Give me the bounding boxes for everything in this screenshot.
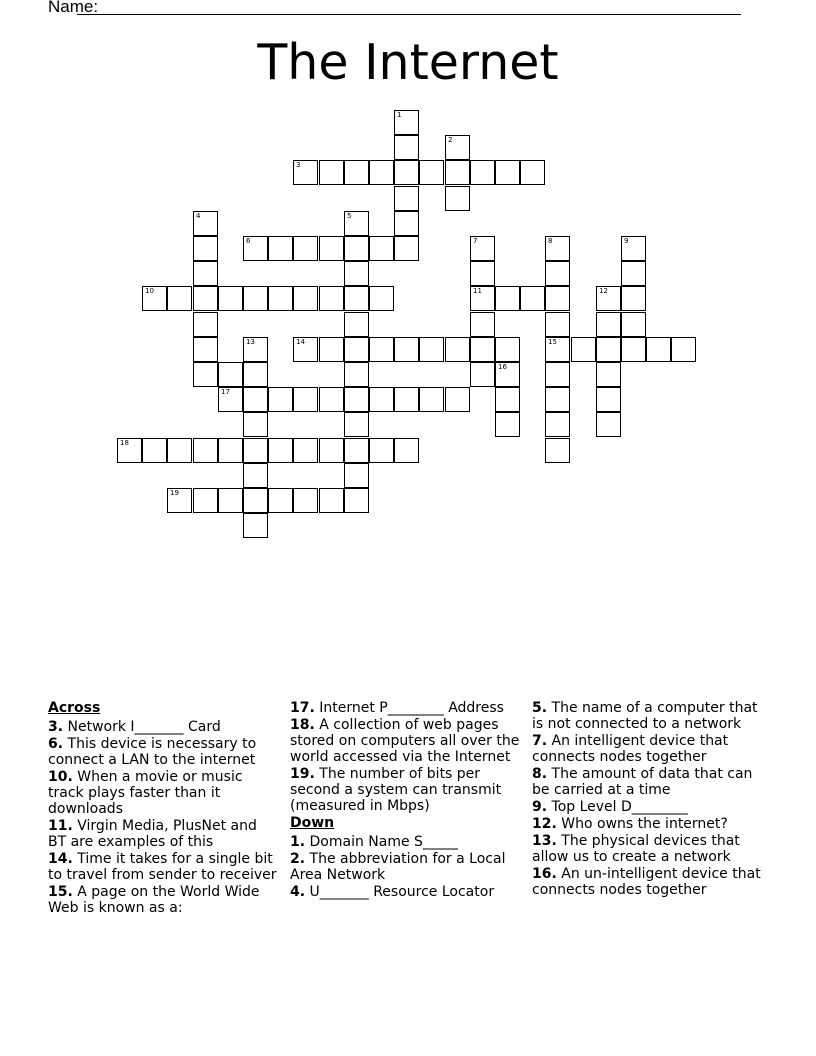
crossword-cell[interactable]	[445, 186, 470, 211]
crossword-cell[interactable]	[243, 513, 268, 538]
crossword-cell[interactable]	[344, 387, 369, 412]
crossword-cell[interactable]	[394, 135, 419, 160]
crossword-cell[interactable]	[596, 312, 621, 337]
crossword-cell[interactable]	[243, 463, 268, 488]
clue-number: 9	[624, 237, 629, 245]
clue-number: 10	[145, 287, 154, 295]
crossword-cell[interactable]	[268, 488, 293, 513]
across-clue-19: 19. The number of bits per second a system can transmit (measured in Mbps)	[290, 766, 502, 814]
crossword-cell[interactable]	[243, 236, 268, 261]
crossword-cell[interactable]	[344, 236, 369, 261]
crossword-cell[interactable]	[268, 438, 293, 463]
crossword-cell[interactable]	[319, 286, 344, 311]
crossword-cell[interactable]	[445, 160, 470, 185]
crossword-cell[interactable]	[369, 337, 394, 362]
crossword-cell[interactable]	[293, 488, 318, 513]
crossword-cell[interactable]	[218, 362, 243, 387]
clue-number: 11	[473, 287, 482, 295]
crossword-cell[interactable]	[193, 211, 218, 236]
crossword-cell[interactable]	[117, 438, 142, 463]
crossword-cell[interactable]	[319, 236, 344, 261]
crossword-cell[interactable]	[344, 211, 369, 236]
crossword-cell[interactable]	[319, 438, 344, 463]
crossword-cell[interactable]	[193, 438, 218, 463]
crossword-cell[interactable]	[344, 463, 369, 488]
clue-number: 8	[548, 237, 553, 245]
clue-number: 14	[296, 338, 305, 346]
crossword-cell[interactable]	[344, 438, 369, 463]
crossword-cell[interactable]	[243, 438, 268, 463]
crossword-cell[interactable]	[470, 362, 495, 387]
crossword-cell[interactable]	[520, 286, 545, 311]
crossword-cell[interactable]	[369, 236, 394, 261]
crossword-cell[interactable]	[470, 337, 495, 362]
crossword-cell[interactable]	[596, 387, 621, 412]
crossword-cell[interactable]	[268, 387, 293, 412]
crossword-cell[interactable]	[419, 337, 444, 362]
down-clue-12: 12. Who owns the internet?	[532, 816, 728, 832]
crossword-cell[interactable]	[293, 286, 318, 311]
crossword-cell[interactable]	[193, 261, 218, 286]
crossword-cell[interactable]	[369, 160, 394, 185]
crossword-cell[interactable]	[470, 236, 495, 261]
across-clue-11: 11. Virgin Media, PlusNet and BT are examples of this	[48, 818, 257, 850]
clue-number: 18	[120, 439, 129, 447]
across-clue-15: 15. A page on the World Wide Web is known as a:	[48, 884, 260, 916]
crossword-cell[interactable]	[344, 488, 369, 513]
clue-column-3	[532, 700, 772, 899]
crossword-cell[interactable]	[545, 236, 570, 261]
crossword-cell[interactable]	[369, 387, 394, 412]
crossword-cell[interactable]	[445, 337, 470, 362]
crossword-cell[interactable]	[293, 337, 318, 362]
crossword-cell[interactable]	[545, 312, 570, 337]
crossword-cell[interactable]	[470, 160, 495, 185]
crossword-cell[interactable]	[243, 488, 268, 513]
crossword-cell[interactable]	[545, 286, 570, 311]
crossword-cell[interactable]	[545, 362, 570, 387]
crossword-cell[interactable]	[319, 337, 344, 362]
crossword-cell[interactable]	[419, 387, 444, 412]
crossword-cell[interactable]	[545, 387, 570, 412]
crossword-cell[interactable]	[319, 488, 344, 513]
crossword-cell[interactable]	[218, 488, 243, 513]
across-clue-17: 17. Internet P________ Address	[290, 700, 504, 716]
crossword-cell[interactable]	[545, 337, 570, 362]
clue-number: 19	[170, 489, 179, 497]
crossword-cell[interactable]	[495, 412, 520, 437]
crossword-cell[interactable]	[243, 362, 268, 387]
crossword-cell[interactable]	[293, 160, 318, 185]
crossword-cell[interactable]	[596, 412, 621, 437]
crossword-cell[interactable]	[495, 362, 520, 387]
down-clue-2: 2. The abbreviation for a Local Area Network	[290, 851, 506, 883]
crossword-cell[interactable]	[243, 387, 268, 412]
crossword-cell[interactable]	[218, 438, 243, 463]
crossword-cell[interactable]	[621, 286, 646, 311]
crossword-cell[interactable]	[596, 362, 621, 387]
crossword-cell[interactable]	[193, 337, 218, 362]
clue-number: 2	[448, 136, 453, 144]
down-clue-16: 16. An un-intelligent device that connects nodes together	[532, 866, 761, 898]
crossword-cell[interactable]	[621, 261, 646, 286]
crossword-cell[interactable]	[142, 438, 167, 463]
crossword-cell[interactable]	[545, 438, 570, 463]
clue-number: 16	[498, 363, 507, 371]
down-clue-5: 5. The name of a computer that is not connected to a network	[532, 700, 758, 732]
down-clue-1: 1. Domain Name S_____	[290, 834, 458, 850]
clue-number: 1	[397, 111, 402, 119]
crossword-cell[interactable]	[344, 412, 369, 437]
crossword-cell[interactable]	[596, 286, 621, 311]
clue-column-2	[290, 700, 522, 901]
crossword-cell[interactable]	[394, 160, 419, 185]
crossword-cell[interactable]	[646, 337, 671, 362]
crossword-cell[interactable]	[621, 236, 646, 261]
crossword-cell[interactable]	[344, 261, 369, 286]
crossword-cell[interactable]	[394, 337, 419, 362]
crossword-cell[interactable]	[344, 160, 369, 185]
crossword-cell[interactable]	[394, 236, 419, 261]
crossword-cell[interactable]	[344, 312, 369, 337]
across-clue-14: 14. Time it takes for a single bit to travel from sender to receiver	[48, 851, 277, 883]
crossword-cell[interactable]	[344, 286, 369, 311]
crossword-cell[interactable]	[167, 438, 192, 463]
crossword-cell[interactable]	[243, 337, 268, 362]
down-clue-13: 13. The physical devices that allow us to create a network	[532, 833, 740, 865]
crossword-cell[interactable]	[293, 236, 318, 261]
crossword-cell[interactable]	[193, 236, 218, 261]
crossword-cell[interactable]	[571, 337, 596, 362]
crossword-cell[interactable]	[344, 337, 369, 362]
clue-number: 4	[196, 212, 201, 220]
crossword-cell[interactable]	[193, 362, 218, 387]
crossword-cell[interactable]	[495, 387, 520, 412]
crossword-cell[interactable]	[495, 337, 520, 362]
crossword-cell[interactable]	[394, 186, 419, 211]
crossword-cell[interactable]	[621, 312, 646, 337]
clue-number: 7	[473, 237, 478, 245]
crossword-cell[interactable]	[369, 286, 394, 311]
crossword-cell[interactable]	[394, 211, 419, 236]
crossword-cell[interactable]	[243, 412, 268, 437]
crossword-cell[interactable]	[470, 312, 495, 337]
crossword-cell[interactable]	[445, 387, 470, 412]
down-clue-9: 9. Top Level D________	[532, 799, 688, 815]
across-clue-6: 6. This device is necessary to connect a LAN to the internet	[48, 736, 257, 768]
crossword-cell[interactable]	[218, 387, 243, 412]
across-clue-18: 18. A collection of web pages stored on computers all over the world accessed via the Internet	[290, 717, 520, 765]
crossword-cell[interactable]	[445, 135, 470, 160]
crossword-cell[interactable]	[545, 412, 570, 437]
across-heading: Across	[48, 700, 101, 716]
crossword-cell[interactable]	[470, 286, 495, 311]
crossword-cell[interactable]	[319, 160, 344, 185]
crossword-cell[interactable]	[419, 160, 444, 185]
crossword-cell[interactable]	[293, 438, 318, 463]
down-clue-7: 7. An intelligent device that connects nodes together	[532, 733, 729, 765]
name-label: Name:	[48, 0, 99, 16]
crossword-cell[interactable]	[470, 261, 495, 286]
across-clue-10: 10. When a movie or music track plays faster than it downloads	[48, 769, 243, 817]
crossword-cell[interactable]	[193, 286, 218, 311]
crossword-cell[interactable]	[167, 488, 192, 513]
crossword-cell[interactable]	[268, 286, 293, 311]
crossword-cell[interactable]	[596, 337, 621, 362]
down-clue-8: 8. The amount of data that can be carried at a time	[532, 766, 753, 798]
clue-column-1	[48, 700, 278, 917]
down-clue-4: 4. U_______ Resource Locator	[290, 884, 495, 900]
page-title: The Internet	[257, 34, 559, 91]
crossword-cell[interactable]	[394, 387, 419, 412]
crossword-cell[interactable]	[344, 362, 369, 387]
crossword-cell[interactable]	[268, 236, 293, 261]
crossword-cell[interactable]	[394, 438, 419, 463]
clue-number: 15	[548, 338, 557, 346]
crossword-cell[interactable]	[520, 160, 545, 185]
crossword-cell[interactable]	[193, 312, 218, 337]
crossword-cell[interactable]	[142, 286, 167, 311]
crossword-cell[interactable]	[369, 438, 394, 463]
crossword-cell[interactable]	[293, 387, 318, 412]
clue-number: 5	[347, 212, 352, 220]
crossword-cell[interactable]	[495, 286, 520, 311]
across-clue-3: 3. Network I_______ Card	[48, 719, 221, 735]
clue-number: 3	[296, 161, 301, 169]
clue-number: 6	[246, 237, 251, 245]
clue-number: 17	[221, 388, 230, 396]
crossword-cell[interactable]	[394, 110, 419, 135]
crossword-cell[interactable]	[671, 337, 696, 362]
clue-number: 12	[599, 287, 608, 295]
clue-number: 13	[246, 338, 255, 346]
crossword-cell[interactable]	[319, 387, 344, 412]
crossword-cell[interactable]	[193, 488, 218, 513]
down-heading: Down	[290, 815, 335, 831]
crossword-cell[interactable]	[167, 286, 192, 311]
crossword-cell[interactable]	[621, 337, 646, 362]
crossword-cell[interactable]	[243, 286, 268, 311]
crossword-cell[interactable]	[495, 160, 520, 185]
crossword-cell[interactable]	[218, 286, 243, 311]
crossword-cell[interactable]	[545, 261, 570, 286]
